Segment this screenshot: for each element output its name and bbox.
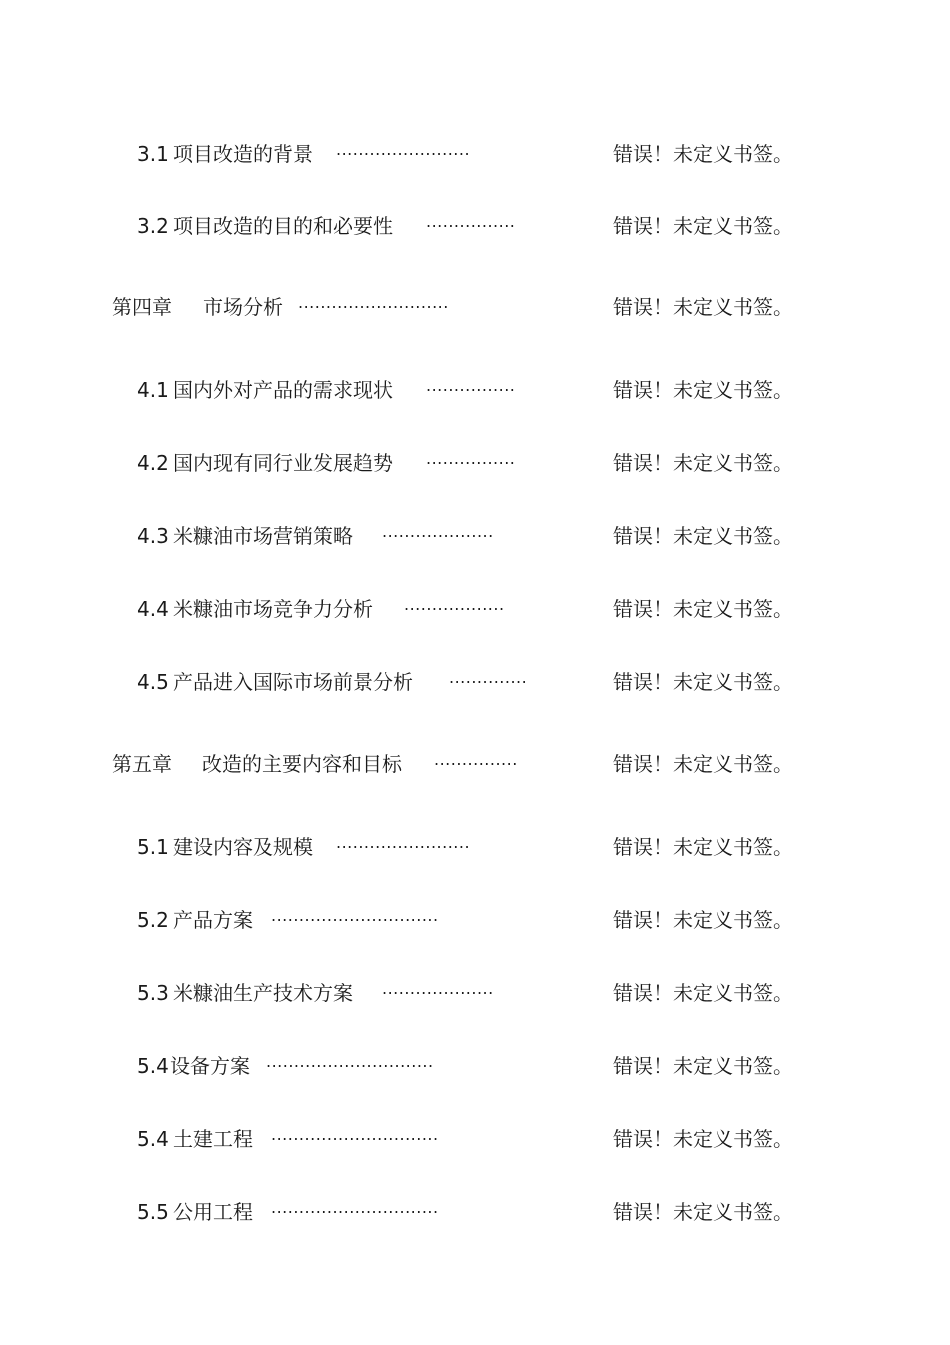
toc-entry[interactable] xyxy=(0,978,950,1008)
entry-page-ref: 错误！未定义书签。 xyxy=(613,214,793,238)
toc-entry[interactable] xyxy=(0,594,950,624)
toc-entry[interactable] xyxy=(0,1197,950,1227)
entry-page-ref: 错误！未定义书签。 xyxy=(613,908,793,932)
entry-number: 5.4 xyxy=(137,1127,169,1151)
entry-number: 4.2 xyxy=(137,451,169,475)
entry-title: 建设内容及规模 xyxy=(173,835,313,859)
chapter-number: 第五章 xyxy=(112,752,172,776)
entry-title: 米糠油市场营销策略 xyxy=(173,524,353,548)
entry-leader-dots: ................ xyxy=(426,449,516,468)
entry-title: 项目改造的目的和必要性 xyxy=(173,214,393,238)
entry-leader-dots: .................... xyxy=(382,979,494,998)
toc-entry[interactable] xyxy=(0,905,950,935)
entry-number: 5.2 xyxy=(137,908,169,932)
entry-page-ref: 错误！未定义书签。 xyxy=(613,835,793,859)
entry-leader-dots: ............... xyxy=(434,750,518,769)
entry-page-ref: 错误！未定义书签。 xyxy=(613,295,793,319)
entry-page-ref: 错误！未定义书签。 xyxy=(613,378,793,402)
chapter-title: 改造的主要内容和目标 xyxy=(202,752,402,776)
entry-leader-dots: ........................ xyxy=(336,140,471,159)
toc-entry[interactable] xyxy=(0,139,950,169)
entry-leader-dots: .................... xyxy=(382,522,494,541)
entry-number: 3.2 xyxy=(137,214,169,238)
entry-title: 公用工程 xyxy=(173,1200,253,1224)
entry-title: 项目改造的背景 xyxy=(173,142,313,166)
entry-number: 5.1 xyxy=(137,835,169,859)
entry-number: 4.1 xyxy=(137,378,169,402)
entry-title: 产品方案 xyxy=(173,908,253,932)
entry-page-ref: 错误！未定义书签。 xyxy=(613,142,793,166)
chapter-number: 第四章 xyxy=(112,295,172,319)
toc-chapter-entry[interactable] xyxy=(0,749,950,779)
entry-page-ref: 错误！未定义书签。 xyxy=(613,451,793,475)
entry-number: 5.4 xyxy=(137,1054,169,1078)
entry-page-ref: 错误！未定义书签。 xyxy=(613,670,793,694)
toc-entry[interactable] xyxy=(0,1124,950,1154)
entry-title: 米糠油市场竞争力分析 xyxy=(173,597,373,621)
entry-leader-dots: .............................. xyxy=(271,906,439,925)
entry-title: 设备方案 xyxy=(170,1054,250,1078)
toc-entry[interactable] xyxy=(0,1051,950,1081)
entry-page-ref: 错误！未定义书签。 xyxy=(613,524,793,548)
toc-entry[interactable] xyxy=(0,211,950,241)
toc-entry[interactable] xyxy=(0,832,950,862)
entry-leader-dots: ........................... xyxy=(298,293,449,312)
entry-leader-dots: ........................ xyxy=(336,833,471,852)
entry-page-ref: 错误！未定义书签。 xyxy=(613,752,793,776)
toc-chapter-entry[interactable] xyxy=(0,292,950,322)
entry-number: 3.1 xyxy=(137,142,169,166)
entry-title: 国内外对产品的需求现状 xyxy=(173,378,393,402)
entry-title: 米糠油生产技术方案 xyxy=(173,981,353,1005)
entry-number: 5.5 xyxy=(137,1200,169,1224)
entry-title: 土建工程 xyxy=(173,1127,253,1151)
entry-page-ref: 错误！未定义书签。 xyxy=(613,1054,793,1078)
toc-entry[interactable] xyxy=(0,667,950,697)
entry-leader-dots: .................. xyxy=(404,595,505,614)
entry-title: 产品进入国际市场前景分析 xyxy=(173,670,413,694)
entry-title: 国内现有同行业发展趋势 xyxy=(173,451,393,475)
entry-number: 4.4 xyxy=(137,597,169,621)
entry-page-ref: 错误！未定义书签。 xyxy=(613,597,793,621)
entry-number: 5.3 xyxy=(137,981,169,1005)
entry-leader-dots: .............. xyxy=(449,668,528,687)
entry-leader-dots: .............................. xyxy=(271,1198,439,1217)
toc-entry[interactable] xyxy=(0,375,950,405)
entry-page-ref: 错误！未定义书签。 xyxy=(613,1200,793,1224)
entry-number: 4.3 xyxy=(137,524,169,548)
entry-leader-dots: .............................. xyxy=(266,1052,434,1071)
toc-entry[interactable] xyxy=(0,521,950,551)
entry-leader-dots: .............................. xyxy=(271,1125,439,1144)
entry-page-ref: 错误！未定义书签。 xyxy=(613,981,793,1005)
entry-page-ref: 错误！未定义书签。 xyxy=(613,1127,793,1151)
chapter-title: 市场分析 xyxy=(203,295,283,319)
entry-leader-dots: ................ xyxy=(426,376,516,395)
entry-number: 4.5 xyxy=(137,670,169,694)
entry-leader-dots: ................ xyxy=(426,212,516,231)
toc-entry[interactable] xyxy=(0,448,950,478)
